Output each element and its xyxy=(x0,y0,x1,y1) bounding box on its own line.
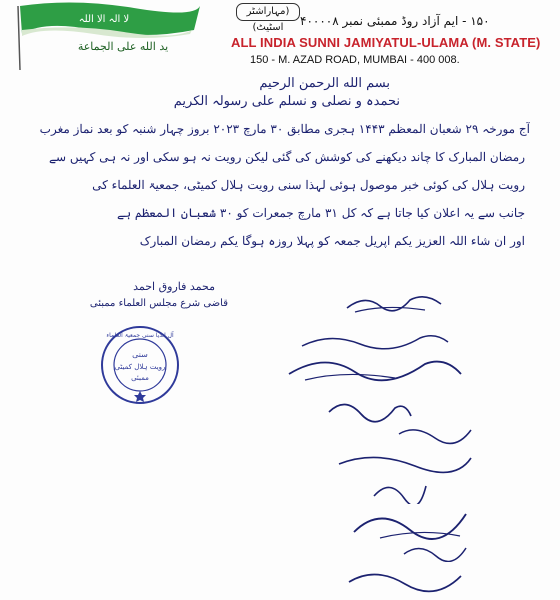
letter-line-3: رویت ہلال کی کوئی خبر موصول ہوئی لہذا سنی رویت ہلال کمیٹی، جمعیۃ العلماء کی xyxy=(92,178,525,192)
flag-caption: يد الله على الجماعة xyxy=(77,40,169,53)
flag-logo-icon xyxy=(14,0,204,74)
signature-1-icon xyxy=(345,290,445,316)
organization-name: ALL INDIA SUNNI JAMIYATUL-ULAMA (M. STATE) xyxy=(231,35,541,50)
letter-line-1: آج مورخہ ۲۹ شعبان المعظم ۱۴۴۳ ہجری مطابق ۳۰ مارچ ۲۰۲۳ بروز چہار شنبہ کو بعد نماز مغرب xyxy=(40,122,530,136)
stamp-inner-2: رویت ہلال کمیٹی xyxy=(114,363,166,371)
official-stamp-icon xyxy=(100,325,180,405)
signature-9-icon xyxy=(400,540,470,562)
qazi-title: قاضی شرع مجلس العلماء ممبئی xyxy=(89,298,228,309)
signature-3-icon xyxy=(285,350,465,384)
letter-line-4: جانب سے یہ اعلان کیا جاتا ہے کہ کل ۳۱ مارچ جمعرات کو ۳۰ شعبان المعظم ہے xyxy=(117,206,525,220)
signature-8-icon xyxy=(350,502,470,542)
stamp-inner-1: سنی xyxy=(132,350,148,359)
stamp-inner-3: ممبئی xyxy=(131,374,149,382)
organization-address: 150 - M. AZAD ROAD, MUMBAI - 400 008. xyxy=(250,54,460,66)
svg-text:لا الہ الا اللہ: لا الہ الا اللہ xyxy=(78,14,130,25)
salutation: نحمدہ و نصلی و نسلم علی رسولہ الکریم xyxy=(173,94,400,109)
signature-5-icon xyxy=(395,420,475,446)
signature-10-icon xyxy=(345,562,465,594)
stamp-outer-text: آل انڈیا سنی جمعیۃ العلماء xyxy=(106,332,174,339)
qazi-name: محمد فاروق احمد xyxy=(133,280,215,293)
letter-line-2: رمضان المبارک کا چاند دیکھنے کی کوشش کی گئی لیکن رویت نہ ہو سکی اور نہ ہی کہیں سے xyxy=(48,150,525,164)
letter-line-5: اور ان شاء اللہ العزیز یکم اپریل جمعہ کو پہلا روزہ ہوگا یکم رمضان المبارک xyxy=(139,234,525,248)
signature-7-icon xyxy=(370,476,430,504)
urdu-address-box: (مہاراشٹر اسٹیٹ) xyxy=(236,3,300,21)
urdu-address: ۱۵۰ - ایم آزاد روڈ ممبئی نمبر ۴۰۰۰۰۸ xyxy=(300,14,490,28)
signature-6-icon xyxy=(335,446,475,476)
bismillah: بسم الله الرحمن الرحيم xyxy=(259,76,390,91)
